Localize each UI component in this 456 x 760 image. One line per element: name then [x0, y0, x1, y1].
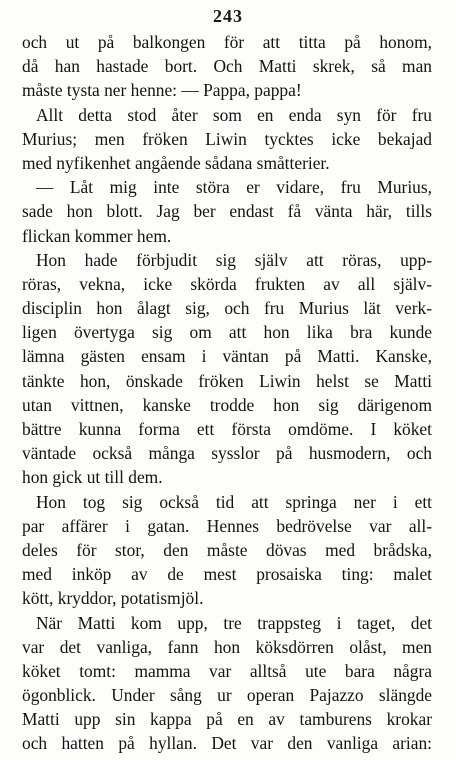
- text-line: disciplin hon ålagt sig, och fru Murius lät verk-: [22, 298, 432, 319]
- text-line: par affärer i gatan. Hennes bedrövelse var all-: [22, 515, 432, 536]
- text-line: köket tomt: mamma var alltså ute bara några: [22, 660, 432, 681]
- text-line: med inköp av de mest prosaiska ting: malet: [22, 564, 432, 585]
- text-line: ligen övertyga sig om att hon lika bra kunde: [22, 322, 432, 343]
- text-line: väntade också många sysslor på husmodern, och: [22, 443, 432, 464]
- text-line: Murius; men fröken Liwin tycktes icke bekajad: [22, 128, 432, 149]
- text-line: lämna gästen ensam i väntan på Matti. Kanske,: [22, 346, 432, 367]
- text-line: ögonblick. Under sång ur operan Pajazzo slängde: [22, 685, 432, 706]
- text-line: flickan kommer hem.: [22, 225, 172, 246]
- text-line: bättre kunna forma ett första omdöme. I köket: [22, 419, 432, 439]
- text-line: kött, kryddor, potatismjöl.: [22, 588, 204, 609]
- page-number: 243: [213, 6, 243, 26]
- text-line: Matti upp sin kappa på en av tamburens krokar: [22, 709, 432, 730]
- text-line: utan vittnen, kanske trodde hon sig därigenom: [22, 394, 432, 415]
- text-line: och hatten på hyllan. Det var den vanliga arian:: [22, 733, 432, 754]
- text-line: sade hon blott. Jag ber endast få vänta här, tills: [22, 201, 432, 222]
- text-line: När Matti kom upp, tre trappsteg i taget, det: [36, 612, 432, 633]
- text-line: och ut på balkongen för att titta på honom,: [22, 32, 432, 52]
- text-line: var det vanliga, fann hon köksdörren olåst, men: [22, 636, 432, 657]
- text-line: röras, vekna, icke skörda frukten av all själv-: [22, 273, 432, 294]
- text-line: hon gick ut till dem.: [22, 467, 163, 488]
- text-line: måste tysta ner henne: — Pappa, pappa!: [22, 80, 302, 101]
- text-line: Hon tog sig också tid att springa ner i ett: [36, 491, 432, 512]
- text-line: då han hastade bort. Och Matti skrek, så man: [22, 56, 432, 77]
- text-line: Hon hade förbjudit sig själv att röras, upp-: [36, 249, 432, 270]
- text-line: Allt detta stod åter som en enda syn för fru: [36, 104, 432, 125]
- text-line: deles för stor, den måste dövas med brådska,: [22, 539, 432, 560]
- text-line: med nyfikenhet angående sådana småtterier.: [22, 152, 330, 173]
- body-text: [22, 30, 432, 756]
- text-line: tänkte hon, önskade fröken Liwin helst se Matti: [22, 370, 432, 391]
- text-line: — Låt mig inte störa er vidare, fru Murius,: [36, 177, 432, 198]
